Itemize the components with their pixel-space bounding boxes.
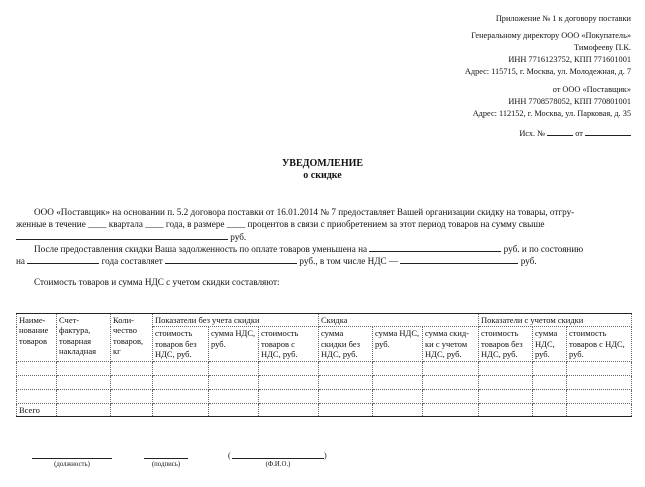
- subheader: сумма скид-ки с учетом НДС, руб.: [423, 327, 479, 361]
- recipient-name: Тимофееву П.К.: [574, 43, 631, 52]
- paragraph-2-line-1: После предоставления скидки Ваша задолженность по оплате товаров уменьшена на руб. и по состоянию: [34, 244, 584, 254]
- paragraph-1-line-3: руб.: [16, 230, 246, 243]
- sender: от ООО «Поставщик»: [552, 85, 631, 94]
- paragraph-3: Стоимость товаров и сумма НДС с учетом скидки составляют:: [34, 277, 280, 287]
- subheader: сумма НДС, руб.: [209, 327, 259, 361]
- document-title: УВЕДОМЛЕНИЕ: [281, 158, 364, 169]
- buyer-address: Адрес: 115715, г. Москва, ул. Молодежная, д. 7: [464, 67, 631, 76]
- subheader: сумма НДС, руб.: [373, 327, 423, 361]
- name-close-paren: ): [324, 451, 327, 460]
- name-line: [232, 458, 324, 459]
- appendix-note: Приложение № 1 к договору поставки: [495, 14, 631, 23]
- signature-caption: (подпись): [151, 461, 181, 468]
- subheader: стоимость товаров с НДС, руб.: [259, 327, 319, 361]
- header-name: Наиме-нование товаров: [17, 314, 57, 362]
- name-open-paren: (: [228, 451, 231, 460]
- table-row: [17, 361, 632, 375]
- total-row: [17, 403, 632, 416]
- paragraph-1-line-1: ООО «Поставщик» на основании п. 5.2 договора поставки от 16.01.2014 № 7 предоставляет Вашей организации скидку на товары, отгру-: [34, 207, 575, 217]
- subheader: стоимость товаров с НДС, руб.: [567, 327, 632, 361]
- paragraph-2-line-2: на года составляет руб., в том числе НДС — руб.: [16, 256, 537, 266]
- ref-prefix: Исх. №: [519, 129, 546, 138]
- total-label: Всего: [17, 403, 57, 416]
- discount-table: [16, 313, 632, 417]
- subheader: стоимость товаров без НДС, руб.: [479, 327, 533, 361]
- signature-line: [144, 458, 188, 459]
- header-group-without-discount: Показатели без учета скидки: [153, 314, 319, 327]
- supplier-inn: ИНН 7708578052, КПП 770801001: [508, 97, 631, 106]
- header-quantity: Коли-чество товаров, кг: [111, 314, 153, 362]
- position-line: [32, 458, 112, 459]
- position-caption: (должность): [54, 461, 90, 468]
- subheader: сумма скидки без НДС, руб.: [319, 327, 373, 361]
- name-caption: (Ф.И.О.): [265, 461, 291, 468]
- recipient-director: Генеральному директору ООО «Покупатель»: [471, 31, 631, 40]
- ref-mid: от: [575, 129, 583, 138]
- table-row: [17, 389, 632, 403]
- subheader: сумма НДС, руб.: [533, 327, 567, 361]
- header-invoice: Счет-фактура, товарная накладная: [57, 314, 111, 362]
- header-group-with-discount: Показатели с учетом скидки: [479, 314, 632, 327]
- buyer-inn: ИНН 7716123752, КПП 771601001: [508, 55, 631, 64]
- document-subtitle: о скидке: [303, 170, 342, 181]
- header-group-discount: Скидка: [319, 314, 479, 327]
- table-row: [17, 375, 632, 389]
- supplier-address: Адрес: 112152, г. Москва, ул. Парковая, д. 35: [472, 109, 631, 118]
- subheader: стоимость товаров без НДС, руб.: [153, 327, 209, 361]
- paragraph-1-line-2: женные в течение ____ квартала ____ года, в размере ____ процентов в связи с приобретением за этот период товаров на сумму свыше: [16, 219, 545, 229]
- outgoing-reference: [519, 126, 631, 140]
